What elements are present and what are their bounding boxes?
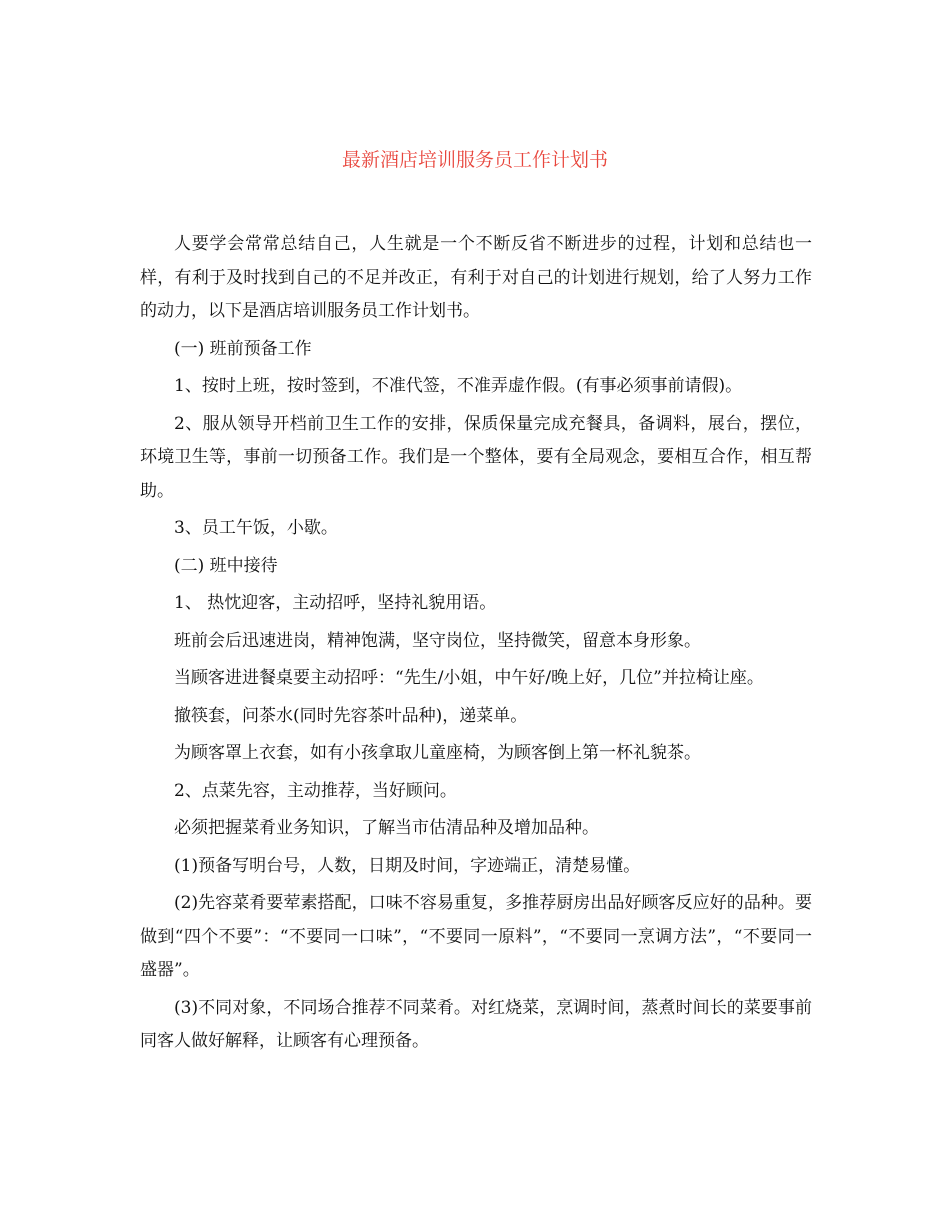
paragraph: 3、员工午饭，小歇。 (174, 518, 338, 538)
paragraph: 当顾客进进餐桌要主动招呼：“先生/小姐，中午好/晚上好，几位”并拉椅让座。 (174, 668, 764, 688)
section-heading-1: (一) 班前预备工作 (174, 338, 312, 359)
paragraph: 为顾客罩上衣套，如有小孩拿取儿童座椅，为顾客倒上第一杯礼貌茶。 (174, 743, 701, 763)
section-heading-2: (二) 班中接待 (174, 555, 278, 576)
paragraph: 1、 热忱迎客，主动招呼，坚持礼貌用语。 (174, 593, 497, 613)
paragraph-intro: 人要学会常常总结自己，人生就是一个不断反省不断进步的过程，计划和总结也一样，有利于及时找到自己的不足并改正，有利于对自己的计划进行规划，给了人努力工作的动力，以下是酒店培训服务员工作计划书。 (140, 234, 812, 321)
paragraph: 班前会后迅速进岗，精神饱满，坚守岗位，坚持微笑，留意本身形象。 (174, 630, 701, 651)
paragraph: 撤筷套，问茶水(同时先容茶叶品种)，递菜单。 (174, 705, 528, 726)
paragraph: 2、服从领导开档前卫生工作的安排，保质保量完成充餐具，备调料，展台，摆位，环境卫生等，事前一切预备工作。我们是一个整体，要有全局观念，要相互合作，相互帮助。 (140, 413, 812, 501)
paragraph: 1、按时上班，按时签到，不准代签，不准弄虚作假。(有事必须事前请假)。 (174, 376, 743, 396)
paragraph: 必须把握菜肴业务知识，了解当市估清品种及增加品种。 (174, 818, 599, 838)
paragraph: (3)不同对象，不同场合推荐不同菜肴。对红烧菜，烹调时间，蒸煮时间长的菜要事前同客人做好解释，让顾客有心理预备。 (140, 997, 812, 1051)
paragraph: (1)预备写明台号，人数，日期及时间，字迹端正，清楚易懂。 (174, 855, 641, 876)
paragraph: 2、点菜先容，主动推荐，当好顾问。 (174, 780, 457, 801)
paragraph: (2)先容菜肴要荤素搭配，口味不容易重复，多推荐厨房出品好顾客反应好的品种。要做到“四个不要”：“不要同一口味”，“不要同一原料”，“不要同一烹调方法”，“不要同一盛器”。 (140, 893, 812, 980)
document-body (140, 228, 812, 1063)
document-title: 最新酒店培训服务员工作计划书 (341, 149, 608, 171)
